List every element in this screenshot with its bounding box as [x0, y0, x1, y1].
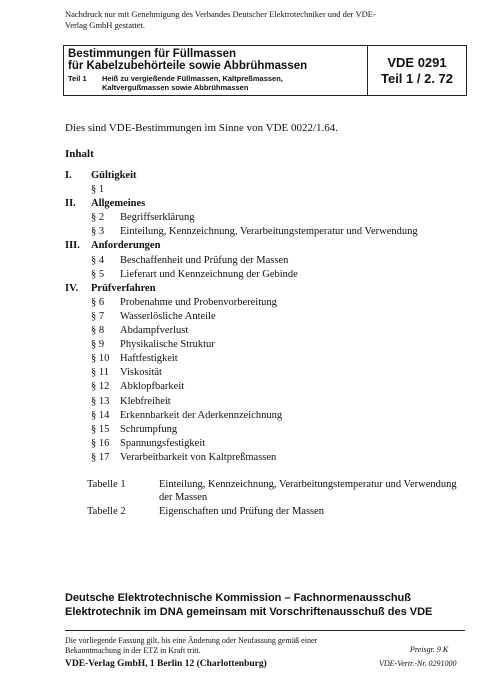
toc-item-number: § 10	[91, 353, 110, 365]
toc-item-text: Begriffserklärung	[120, 212, 195, 224]
order-number: VDE-Vertr.-Nr. 0291000	[379, 659, 457, 668]
toc-section-number: III.	[65, 240, 80, 252]
toc-item-text: Beschaffenheit und Prüfung der Massen	[120, 254, 289, 266]
toc-item-text: Probenahme und Probenvorbereitung	[120, 296, 277, 308]
toc-item-number: § 15	[91, 423, 110, 435]
part-label: Teil 1	[68, 74, 87, 83]
document-title-line-2: für Kabelzubehörteile sowie Abbrühmassen	[68, 60, 308, 72]
toc-item	[65, 324, 465, 338]
toc-item-number: § 4	[91, 254, 105, 266]
toc-item-number: § 5	[91, 268, 105, 280]
toc-item-text: Lieferart und Kennzeichnung der Gebinde	[120, 268, 298, 280]
reprint-notice: Nachdruck nur mit Genehmigung des Verbandes Deutscher Elektrotechniker und der VDE-Verlag GmbH gestattet.	[65, 9, 376, 30]
toc-item-number: § 13	[91, 395, 110, 407]
title-block-left	[64, 46, 368, 95]
table-list-item	[87, 478, 462, 504]
toc-section-title: Gültigkeit	[91, 170, 137, 181]
toc-section-heading	[65, 239, 465, 253]
table-list-item	[87, 505, 462, 518]
toc-item-number: § 2	[91, 212, 105, 224]
toc-item	[65, 380, 465, 394]
toc-item	[65, 451, 465, 465]
toc-item	[65, 366, 465, 380]
toc-item-text: Haftfestigkeit	[120, 353, 178, 365]
toc-item-text: Schrumpfung	[120, 423, 178, 435]
toc-item	[65, 268, 465, 282]
toc-item-number: § 3	[91, 226, 105, 238]
title-block	[63, 45, 467, 96]
toc-item	[65, 338, 465, 352]
toc-section-title: Prüfverfahren	[91, 282, 156, 294]
toc-item-text: Erkennbarkeit der Aderkennzeichnung	[120, 409, 283, 421]
toc-item	[65, 211, 465, 225]
commission-statement: Deutsche Elektrotechnische Kommission – Fachnormenausschuß Elektrotechnik im DNA gemeinsam mit Vorschriftenausschuß des VDE	[65, 592, 433, 618]
toc-item	[65, 437, 465, 451]
part-description-line-1: Heiß zu vergießende Füllmassen, Kaltpreßmassen,	[102, 74, 283, 83]
standard-number: VDE 0291	[387, 54, 447, 70]
toc-item-text: Verarbeitbarkeit von Kaltpreßmassen	[120, 451, 277, 463]
toc-item-number: § 12	[91, 381, 110, 393]
toc-item-number: § 16	[91, 437, 110, 449]
toc-item-text: Abklopfbarkeit	[120, 381, 185, 393]
table-title: Einteilung, Kennzeichnung, Verarbeitungstemperatur und Verwendung der Massen	[159, 479, 457, 503]
toc-item-number: § 9	[91, 339, 105, 351]
footer-divider	[65, 630, 465, 631]
price-group: Preisgr. 9 K	[410, 645, 449, 654]
toc-item	[65, 296, 465, 310]
tables-list	[87, 478, 462, 519]
toc-section-number: I.	[65, 170, 72, 181]
toc-section-title: Anforderungen	[91, 240, 161, 252]
toc-item-text: Physikalische Struktur	[120, 339, 215, 351]
validity-note: Die vorliegende Fassung gilt, bis eine Änderung oder Neufassung gemäß einer Bekanntmachung in der ETZ in Kraft tritt.	[65, 636, 318, 655]
toc-item	[65, 225, 465, 239]
part-subtitle	[68, 74, 363, 92]
toc-item-number: § 6	[91, 296, 105, 308]
toc-section-heading	[65, 282, 465, 296]
toc-section-number: IV.	[65, 282, 78, 294]
toc-item	[65, 409, 465, 423]
toc-item	[65, 310, 465, 324]
publisher: VDE-Verlag GmbH, 1 Berlin 12 (Charlottenburg)	[65, 659, 267, 669]
part-description	[102, 74, 283, 92]
toc-item	[65, 183, 465, 197]
toc-item	[65, 423, 465, 437]
table-label: Tabelle 2	[87, 506, 126, 517]
toc-section-title: Allgemeines	[91, 198, 146, 210]
toc-item-text: Spannungsfestigkeit	[120, 437, 206, 449]
standard-id-block	[368, 46, 466, 95]
table-label: Tabelle 1	[87, 479, 126, 490]
intro-statement: Dies sind VDE-Bestimmungen im Sinne von VDE 0022/1.64.	[65, 122, 339, 134]
toc-item-text: Einteilung, Kennzeichnung, Verarbeitungstemperatur und Verwendung	[120, 226, 418, 238]
toc-item-number: § 8	[91, 325, 105, 337]
toc-item-number: § 14	[91, 409, 110, 421]
toc-section-heading	[65, 197, 465, 211]
toc-item-text: Klebfreiheit	[120, 395, 171, 407]
toc-item-text: Wasserlösliche Anteile	[120, 310, 216, 322]
part-description-line-2: Kaltvergußmassen sowie Abbrühmassen	[102, 83, 249, 92]
table-of-contents	[65, 169, 465, 465]
toc-item-text: Abdampfverlust	[120, 325, 189, 337]
toc-item	[65, 254, 465, 268]
toc-section-heading	[65, 169, 465, 183]
toc-item	[65, 395, 465, 409]
table-title: Eigenschaften und Prüfung der Massen	[159, 506, 325, 517]
toc-item-number: § 17	[91, 451, 110, 463]
toc-item-text: Viskosität	[120, 367, 162, 379]
toc-item-number: § 11	[91, 367, 109, 379]
toc-item	[65, 352, 465, 366]
contents-heading: Inhalt	[65, 148, 94, 160]
toc-item-number: § 1	[91, 184, 105, 196]
toc-section-number: II.	[65, 198, 76, 210]
standard-part-date: Teil 1 / 2. 72	[380, 70, 454, 86]
document-title-line-1: Bestimmungen für Füllmassen	[68, 48, 237, 60]
toc-item-number: § 7	[91, 310, 105, 322]
